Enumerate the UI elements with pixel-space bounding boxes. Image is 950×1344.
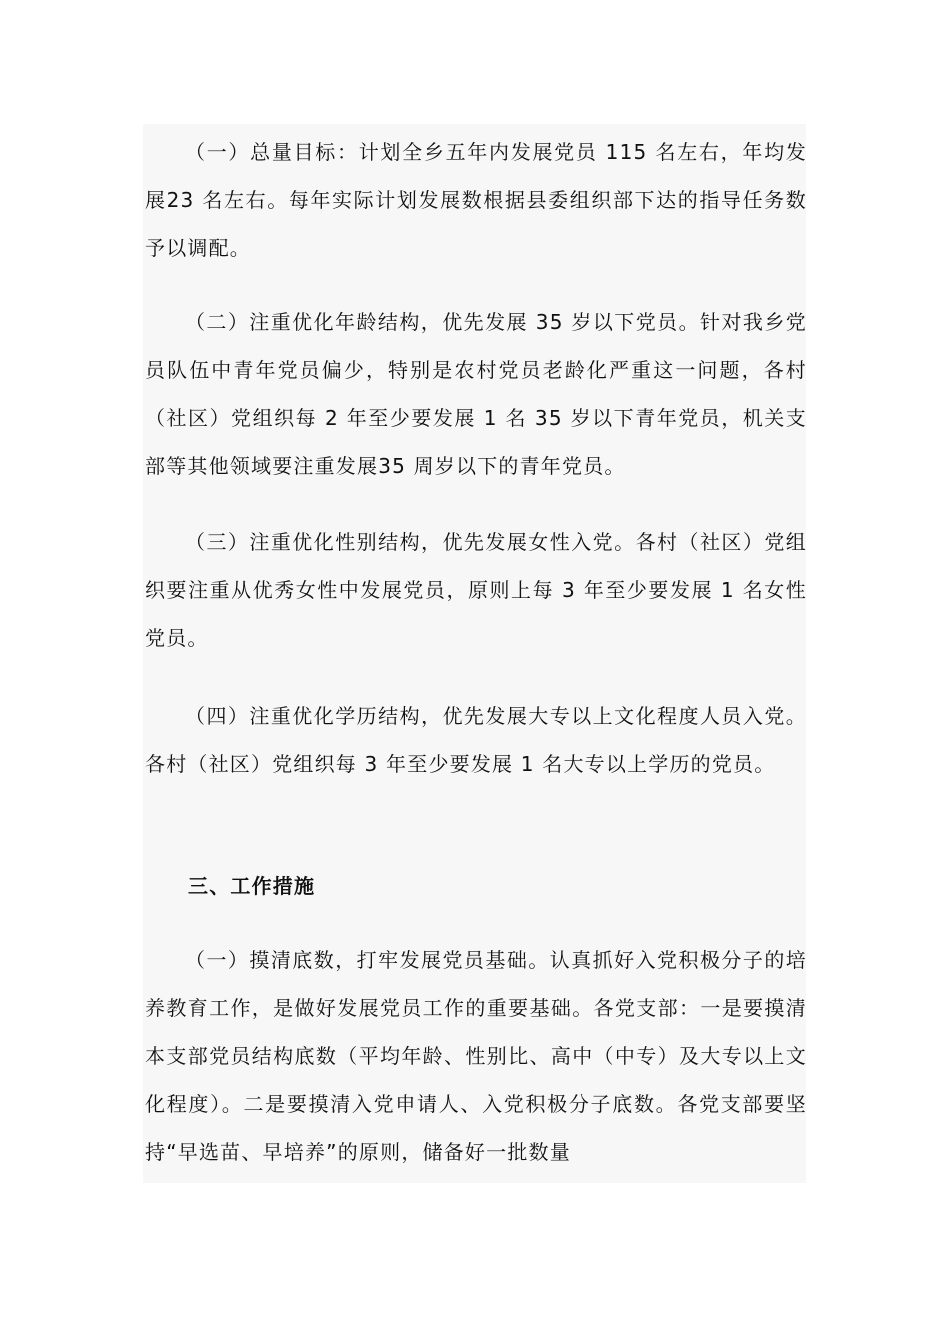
paragraph-age-structure: （二）注重优化年龄结构，优先发展 35 岁以下党员。针对我乡党员队伍中青年党员偏少，特别是农村党员老龄化严重这一问题，各村（社区）党组织每 2 年至少要发展 1 名 35 岁以下青年党员，机关支部等其他领域要注重发展35 周岁以下的青年党员。	[145, 310, 807, 478]
section-heading-work-measures: 三、工作措施	[188, 874, 316, 898]
paragraph-education-structure: （四）注重优化学历结构，优先发展大专以上文化程度人员入党。各村（社区）党组织每 3 年至少要发展 1 名大专以上学历的党员。	[145, 704, 807, 776]
paragraph-measures-first: （一）摸清底数，打牢发展党员基础。认真抓好入党积极分子的培养教育工作，是做好发展党员工作的重要基础。各党支部：一是要摸清本支部党员结构底数（平均年龄、性别比、高中（中专）及大专以上文化程度）。二是要摸清入党申请人、入党积极分子底数。各党支部要坚持“早选苗、早培养”的原则，储备好一批数量	[145, 948, 807, 1164]
paragraph-gender-structure: （三）注重优化性别结构，优先发展女性入党。各村（社区）党组织要注重从优秀女性中发展党员，原则上每 3 年至少要发展 1 名女性党员。	[145, 530, 807, 650]
paragraph-total-target: （一）总量目标：计划全乡五年内发展党员 115 名左右，年均发展23 名左右。每年实际计划发展数根据县委组织部下达的指导任务数予以调配。	[145, 140, 807, 260]
